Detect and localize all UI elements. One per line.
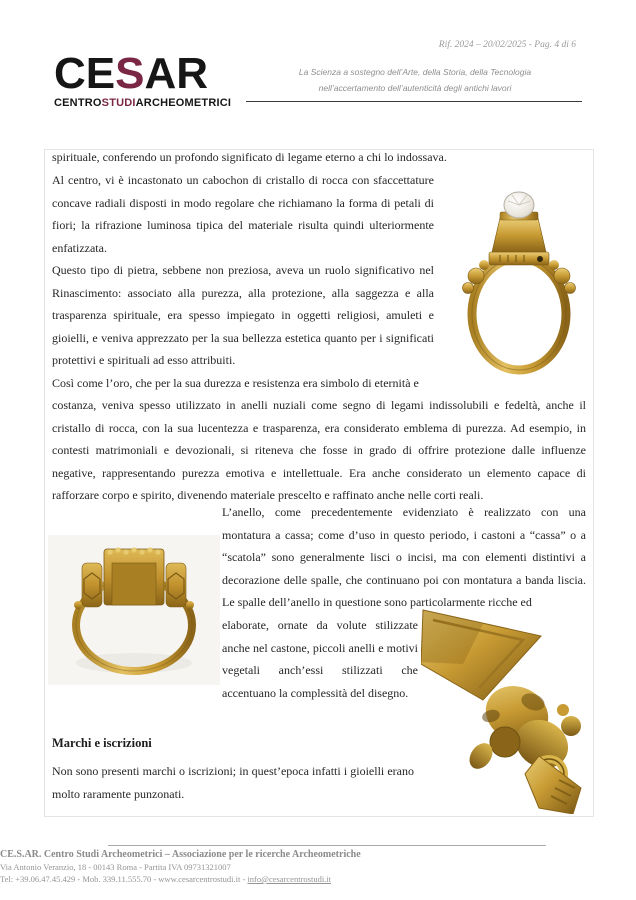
ring-detail-photo bbox=[421, 606, 591, 814]
logo-sub-centro: CENTRO bbox=[54, 97, 102, 109]
paragraph-marchi: Non sono presenti marchi o iscrizioni; in quest’epoca infatti i gioielli erano molto raramente punzonati. bbox=[52, 764, 414, 801]
footer-email-link[interactable]: info@cesarcentrostudi.it bbox=[247, 874, 332, 884]
logo-subtitle bbox=[54, 97, 254, 109]
paragraph-lanello-part2: elaborate, ornate da volute stilizzate anche nel castone, piccoli anelli e motivi vegetali anch’essi stilizzati che accentuano la complessità del disegno. bbox=[222, 618, 418, 700]
logo-wordmark bbox=[54, 49, 254, 98]
ring-detail-illustration bbox=[421, 606, 591, 814]
footer-association-name: CE.S.AR. Centro Studi Archeometrici – Associazione per le ricerche Archeometriche bbox=[0, 849, 361, 860]
logo-sub-studi: STUDI bbox=[101, 97, 136, 109]
logo-sub-archeometrici: ARCHEOMETRICI bbox=[135, 97, 232, 109]
ring-front-illustration bbox=[448, 168, 590, 378]
paragraph-al-centro: Al centro, vi è incastonato un cabochon di cristallo di rocca con sfaccettature concave radiali disposti in modo regolare che richiamano la forma di petali di fiori; la rifrazione luminosa tipica del materiale risulta quindi ulteriormente enfatizzata. bbox=[52, 173, 434, 255]
header-divider bbox=[246, 101, 582, 102]
ring-back-photo bbox=[48, 535, 220, 685]
cesar-logo bbox=[54, 49, 254, 109]
footer-address: Via Antonio Veranzio, 18 - 00143 Roma - Partita IVA 09731321007 bbox=[0, 862, 231, 872]
ring-back-illustration bbox=[48, 535, 220, 685]
header-tagline bbox=[248, 64, 582, 96]
paragraph-cosi-come-loro-line1: Così come l’oro, che per la sua durezza e resistenza era simbolo di eternità e bbox=[52, 376, 419, 390]
logo-part-ce: CE bbox=[54, 49, 116, 98]
paragraph-lanello-part1: L’anello, come precedentemente evidenziato è realizzato con una montatura a cassa; come d’uso in questo periodo, i castoni a “cassa” o a “scatola” sono generalmente lisci o incisi, ma con elementi distintivi a decorazione delle spalle, che continuano poi con montatura a banda liscia. Le spalle dell’anello in questione sono particolarmente ricche ed bbox=[222, 505, 586, 609]
footer-phone-web: Tel: +39.06.47.45.429 - Mob. 339.11.555.70 - www.cesarcentrostudi.it - bbox=[0, 874, 248, 884]
ring-front-photo bbox=[448, 168, 590, 378]
tagline-line-2: nell’accertamento dell’autenticità degli antichi lavori bbox=[318, 83, 512, 93]
footer-divider bbox=[108, 845, 546, 846]
section-heading-marchi-e-iscrizioni: Marchi e iscrizioni bbox=[52, 736, 152, 750]
footer-contacts bbox=[0, 874, 636, 884]
paragraph-questo-tipo: Questo tipo di pietra, sebbene non preziosa, aveva un ruolo significativo nel Rinascimento: associato alla purezza, alla protezione, alla saggezza e alla trasparenza spirituale, era spesso impiegato in oggetti religiosi, amuleti e gioielli, e veniva apprezzato per la sua bellezza estetica quanto per i significati protettivi e spirituali ad esso attribuiti. bbox=[52, 263, 434, 367]
tagline-line-1: La Scienza a sostegno dell’Arte, della Storia, della Tecnologia bbox=[298, 67, 532, 77]
logo-part-ar: AR bbox=[144, 49, 209, 98]
paragraph-cosi-come-loro-rest: costanza, veniva spesso utilizzato in anelli nuziali come segno di legami indissolubili e fedeltà, anche il cristallo di rocca, con la sua lucentezza e trasparenza, era considerato emblema di purezza. Ad esempio, in contesti matrimoniali e devozionali, si riteneva che fosse in grado di offrire protezione dalle influenze negative, rappresentando purezza emotiva e intellettuale. Era anche considerato un elemento capace di rafforzare corpo e spirito, divenendo materiale prescelto e raffinato anche nelle corti reali. bbox=[52, 398, 586, 502]
logo-part-s: S bbox=[115, 49, 145, 98]
reference-page-number: Rif. 2024 – 20/02/2025 - Pag. 4 di 6 bbox=[438, 40, 576, 50]
paragraph-spirituale: spirituale, conferendo un profondo significato di legame eterno a chi lo indossava. bbox=[52, 150, 447, 164]
